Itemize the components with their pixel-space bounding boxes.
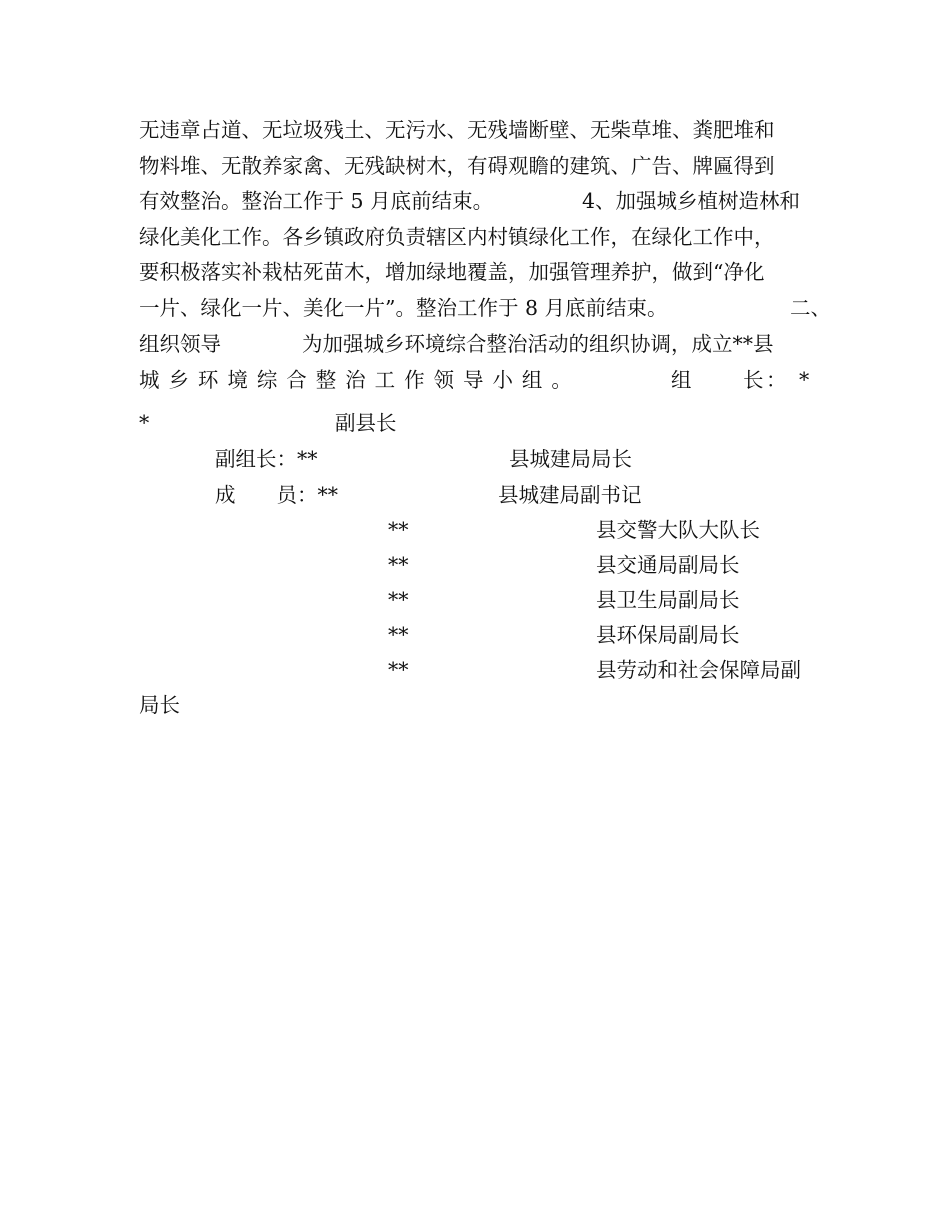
leader-name-star: * — [799, 368, 810, 392]
deputy-leader-title: 县城建局局长 — [509, 447, 632, 471]
char: 治 — [345, 368, 366, 392]
char: 境 — [227, 368, 248, 392]
member-title: 县交通局副局长 — [596, 553, 740, 577]
leader-name-star-2: * — [139, 411, 150, 435]
char: 领 — [433, 368, 455, 392]
member-title-continuation: 局长 — [139, 693, 180, 717]
char: 乡 — [168, 368, 189, 392]
char: 导 — [462, 368, 484, 392]
member-name: ** — [388, 658, 409, 682]
paragraph-line-8 — [139, 367, 572, 393]
char: 综 — [256, 368, 278, 392]
paragraph-line-7-b: 为加强城乡环境综合整治活动的组织协调，成立**县 — [302, 332, 774, 356]
char: 合 — [286, 368, 307, 392]
section-number: 二、 — [790, 296, 831, 320]
member-title: 县卫生局副局长 — [596, 588, 740, 612]
member-title: 县环保局副局长 — [596, 623, 740, 647]
char: 城 — [139, 368, 160, 392]
char: 环 — [197, 368, 219, 392]
paragraph-line-2: 物料堆、无散养家禽、无残缺树木，有碍观瞻的建筑、广告、牌匾得到 — [139, 154, 775, 178]
leader-label-colon: ： — [766, 368, 787, 392]
paragraph-line-3-a: 有效整治。整治工作于 5 月底前结束。 — [139, 189, 494, 213]
paragraph-line-1: 无违章占道、无垃圾残土、无污水、无残墙断壁、无柴草堆、粪肥堆和 — [139, 118, 775, 142]
leader-label-char-2: 长 — [743, 368, 764, 392]
paragraph-line-3-b: 4、加强城乡植树造林和 — [582, 189, 801, 213]
paragraph-line-5: 要积极落实补栽枯死苗木，增加绿地覆盖，加强管理养护，做到“净化 — [139, 260, 765, 284]
char: 小 — [492, 368, 513, 392]
char: 工 — [374, 368, 396, 392]
member-title: 县劳动和社会保障局副 — [596, 658, 801, 682]
paragraph-line-6-a: 一片、绿化一片、美化一片”。整治工作于 8 月底前结束。 — [139, 296, 668, 320]
member-label: 成 员：** — [215, 483, 338, 507]
member-name: ** — [388, 623, 409, 647]
member-title: 县城建局副书记 — [498, 483, 642, 507]
char: 。 — [551, 368, 572, 392]
leader-label-char-1: 组 — [671, 368, 692, 392]
leader-title: 副县长 — [335, 411, 397, 435]
member-name: ** — [388, 588, 409, 612]
member-name: ** — [388, 553, 409, 577]
deputy-leader-label: 副组长：** — [215, 447, 318, 471]
paragraph-line-4: 绿化美化工作。各乡镇政府负责辖区内村镇绿化工作，在绿化工作中， — [139, 225, 775, 249]
section-heading: 组织领导 — [139, 332, 221, 356]
member-name: ** — [388, 518, 409, 542]
member-title: 县交警大队大队长 — [596, 518, 760, 542]
char: 整 — [315, 368, 337, 392]
char: 组 — [521, 368, 543, 392]
char: 作 — [404, 368, 425, 392]
